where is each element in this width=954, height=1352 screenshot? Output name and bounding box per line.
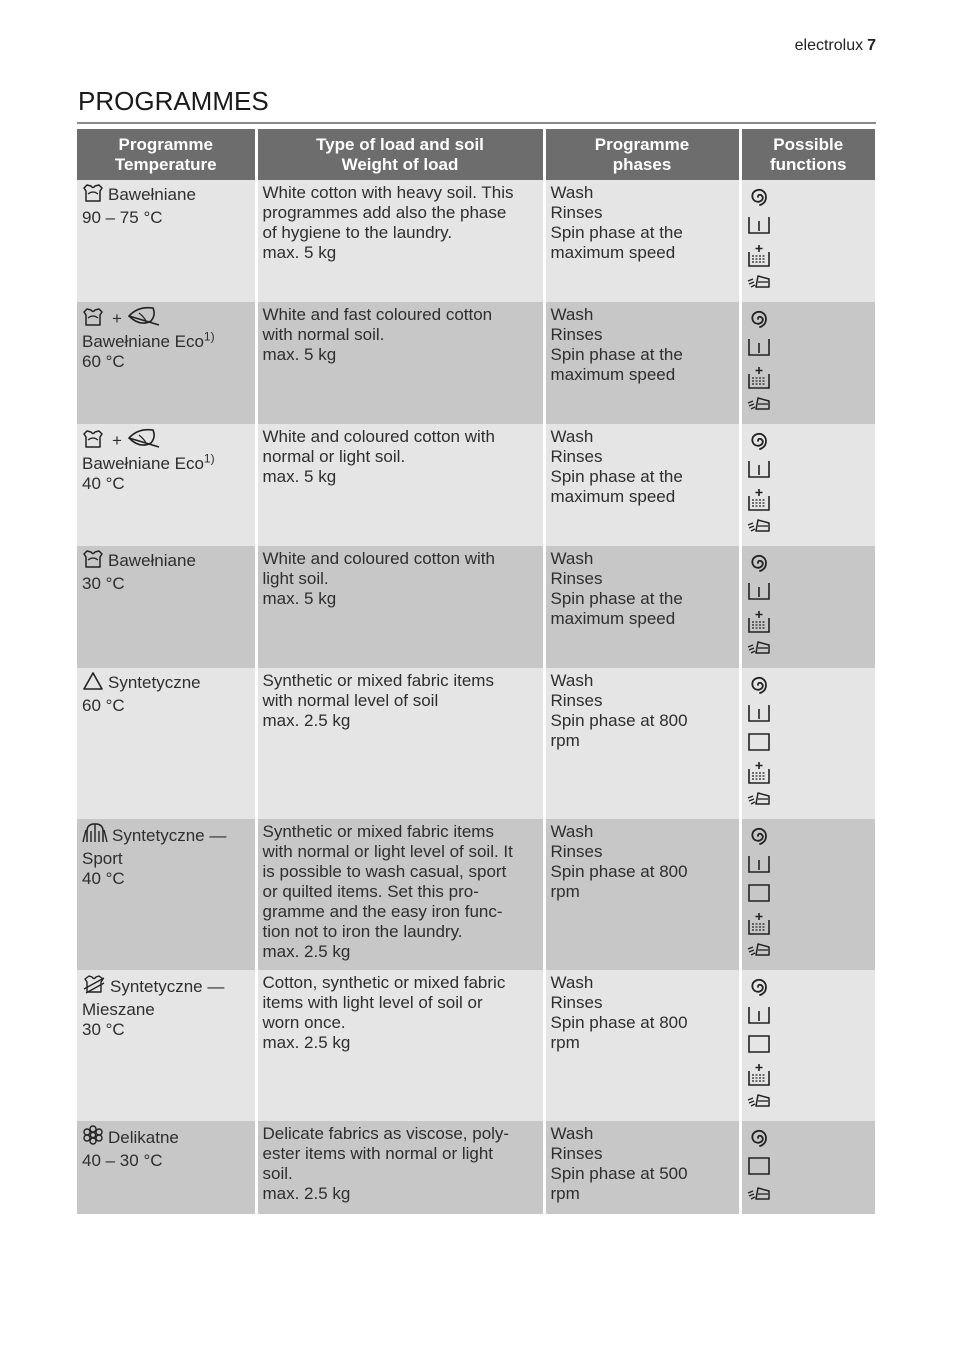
table-row <box>77 970 875 1121</box>
phases-cell <box>544 668 740 819</box>
phase-line: Rinses <box>550 447 603 466</box>
functions-cell <box>740 819 875 970</box>
programme-name-text <box>82 329 251 352</box>
load-cell <box>256 424 544 546</box>
functions-list <box>747 671 872 819</box>
load-line: Synthetic or mixed fabric items <box>262 671 494 690</box>
phase-line: Spin phase at the <box>550 223 683 242</box>
load-cell <box>256 302 544 424</box>
functions-list <box>747 973 872 1121</box>
programme-temperature: 30 °C <box>82 1020 125 1039</box>
programme-name-text: Syntetyczne — <box>110 977 225 996</box>
header-phases-line-1: Programme <box>594 134 690 154</box>
phase-line: rpm <box>550 731 580 750</box>
functions-list <box>747 427 872 546</box>
load-line: max. 5 kg <box>262 243 337 262</box>
programme-name-text: Bawełniane <box>108 551 196 570</box>
programme-name-line: Bawełniane Eco <box>82 454 204 473</box>
section-title: PROGRAMMES <box>78 86 269 116</box>
easy-iron-icon <box>747 732 872 761</box>
table-row <box>77 1121 875 1214</box>
rinse-hold-icon <box>747 581 872 610</box>
table-row <box>77 668 875 819</box>
phases-cell <box>544 546 740 668</box>
synthetics-icon <box>82 671 104 696</box>
brand-name: electrolux <box>794 37 864 54</box>
phase-line: Rinses <box>550 325 603 344</box>
delay-start-icon <box>747 1092 872 1121</box>
header-load-line-2: Weight of load <box>341 154 459 174</box>
page-number: 7 <box>867 37 876 54</box>
programme-cell <box>77 424 256 546</box>
functions-cell <box>740 302 875 424</box>
functions-cell <box>740 424 875 546</box>
load-line: max. 5 kg <box>262 589 337 608</box>
programme-name-text <box>82 849 251 869</box>
programme-name <box>82 973 251 1020</box>
load-line: soil. <box>262 1164 293 1183</box>
load-line: Cotton, synthetic or mixed fabric <box>262 973 506 992</box>
phases-cell <box>544 819 740 970</box>
extra-rinse-icon <box>747 488 872 517</box>
load-line: worn once. <box>262 1013 346 1032</box>
page-header <box>795 37 876 55</box>
load-cell <box>256 970 544 1121</box>
delicates-flower-icon <box>82 1124 104 1151</box>
functions-list <box>747 549 872 668</box>
load-line: max. 5 kg <box>262 467 337 486</box>
programme-name-text: Delikatne <box>108 1128 179 1147</box>
programme-name <box>82 822 251 869</box>
phase-line: Spin phase at 800 <box>550 711 688 730</box>
extra-rinse-icon <box>747 610 872 639</box>
sportswear-icon <box>82 822 108 849</box>
cotton-icon <box>82 307 104 332</box>
phase-line: Wash <box>550 822 594 841</box>
footnote-marker: 1) <box>203 451 215 466</box>
rinse-hold-icon <box>747 854 872 883</box>
spin-reduction-icon <box>747 430 872 459</box>
extra-rinse-icon <box>747 366 872 395</box>
easy-iron-icon <box>747 883 872 912</box>
table-row <box>77 424 875 546</box>
load-line: max. 2.5 kg <box>262 711 351 730</box>
delay-start-icon <box>747 517 872 546</box>
phases-cell <box>544 970 740 1121</box>
phase-line: maximum speed <box>550 609 676 628</box>
phase-line: Wash <box>550 973 594 992</box>
table-row <box>77 546 875 668</box>
rinse-hold-icon <box>747 337 872 366</box>
phase-line: Wash <box>550 183 594 202</box>
programme-temperature: 30 °C <box>82 574 125 593</box>
functions-cell <box>740 546 875 668</box>
phase-line: Rinses <box>550 842 603 861</box>
load-cell <box>256 546 544 668</box>
header-functions-line-2: functions <box>770 154 847 174</box>
programme-name-line: Sport <box>82 849 123 868</box>
functions-cell <box>740 180 875 302</box>
programme-name-line: Bawełniane Eco <box>82 332 204 351</box>
mixed-icon <box>82 973 106 1000</box>
programme-cell <box>77 819 256 970</box>
programme-name <box>82 305 251 352</box>
programme-cell <box>77 1121 256 1214</box>
phase-line: Wash <box>550 671 594 690</box>
header-programme <box>77 129 256 180</box>
load-line: items with light level of soil or <box>262 993 483 1012</box>
phase-line: Rinses <box>550 993 603 1012</box>
phase-line: Spin phase at 800 <box>550 862 688 881</box>
delay-start-icon <box>747 1185 872 1214</box>
programme-temperature: 60 °C <box>82 352 125 371</box>
phase-line: Rinses <box>550 691 603 710</box>
extra-rinse-icon <box>747 244 872 273</box>
load-line: with normal soil. <box>262 325 385 344</box>
functions-list <box>747 822 872 970</box>
load-line: White and coloured cotton with <box>262 427 495 446</box>
load-line: White and fast coloured cotton <box>262 305 493 324</box>
delay-start-icon <box>747 395 872 424</box>
functions-cell <box>740 668 875 819</box>
cotton-icon <box>82 429 104 454</box>
header-functions <box>740 129 875 180</box>
phase-line: rpm <box>550 1184 580 1203</box>
programme-temperature: 90 – 75 °C <box>82 208 163 227</box>
phase-line: Spin phase at 500 <box>550 1164 688 1183</box>
rinse-hold-icon <box>747 1005 872 1034</box>
phase-line: Spin phase at the <box>550 467 683 486</box>
plus-sign: + <box>112 309 122 328</box>
spin-reduction-icon <box>747 186 872 215</box>
phase-line: Rinses <box>550 203 603 222</box>
phases-cell <box>544 1121 740 1214</box>
programme-cell <box>77 302 256 424</box>
programme-cell <box>77 180 256 302</box>
programme-name-text: Syntetyczne — <box>112 826 227 845</box>
header-programme-line-2: Temperature <box>114 154 217 174</box>
footnote-marker: 1) <box>203 329 215 344</box>
programme-cell <box>77 546 256 668</box>
programme-temperature: 40 – 30 °C <box>82 1151 163 1170</box>
load-line: max. 5 kg <box>262 345 337 364</box>
header-phases <box>544 129 740 180</box>
table-header-row <box>77 129 875 180</box>
phase-line: rpm <box>550 1033 580 1052</box>
spin-reduction-icon <box>747 308 872 337</box>
programme-temperature: 40 °C <box>82 869 125 888</box>
load-line: Delicate fabrics as viscose, poly- <box>262 1124 510 1143</box>
load-line: ester items with normal or light <box>262 1144 494 1163</box>
phases-cell <box>544 424 740 546</box>
rinse-hold-icon <box>747 459 872 488</box>
phase-line: Rinses <box>550 569 603 588</box>
header-load-line-1: Type of load and soil <box>316 134 484 154</box>
delay-start-icon <box>747 790 872 819</box>
load-line: normal or light soil. <box>262 447 406 466</box>
header-load <box>256 129 544 180</box>
spin-reduction-icon <box>747 552 872 581</box>
phase-line: Wash <box>550 427 594 446</box>
extra-rinse-icon <box>747 912 872 941</box>
load-line: gramme and the easy iron func- <box>262 902 503 921</box>
load-line: of hygiene to the laundry. <box>262 223 453 242</box>
programme-name-text <box>82 451 251 474</box>
easy-iron-icon <box>747 1034 872 1063</box>
spin-reduction-icon <box>747 976 872 1005</box>
functions-list <box>747 305 872 424</box>
load-cell <box>256 1121 544 1214</box>
phase-line: maximum speed <box>550 487 676 506</box>
programme-temperature: 40 °C <box>82 474 125 493</box>
table-row <box>77 180 875 302</box>
delay-start-icon <box>747 639 872 668</box>
eco-leaf-icon <box>126 427 164 454</box>
phase-line: Spin phase at the <box>550 345 683 364</box>
load-line: or quilted items. Set this pro- <box>262 882 479 901</box>
programmes-table <box>77 129 875 1214</box>
spin-reduction-icon <box>747 825 872 854</box>
load-line: max. 2.5 kg <box>262 1184 351 1203</box>
functions-list <box>747 1124 872 1214</box>
phase-line: Spin phase at the <box>550 589 683 608</box>
programme-name-text <box>82 1000 251 1020</box>
programme-name-text: Syntetyczne <box>108 673 201 692</box>
header-functions-line-1: Possible <box>773 134 844 154</box>
programme-cell <box>77 970 256 1121</box>
header-phases-line-2: phases <box>612 154 672 174</box>
plus-sign: + <box>112 431 122 450</box>
load-line: White cotton with heavy soil. This <box>262 183 514 202</box>
programme-name <box>82 549 251 574</box>
easy-iron-icon <box>747 1156 872 1185</box>
cotton-icon <box>82 549 104 574</box>
phase-line: rpm <box>550 882 580 901</box>
programme-name <box>82 671 251 696</box>
programme-cell <box>77 668 256 819</box>
spin-reduction-icon <box>747 1127 872 1156</box>
load-line: White and coloured cotton with <box>262 549 495 568</box>
phase-line: Wash <box>550 305 594 324</box>
title-rule <box>77 122 876 124</box>
extra-rinse-icon <box>747 761 872 790</box>
extra-rinse-icon <box>747 1063 872 1092</box>
rinse-hold-icon <box>747 215 872 244</box>
load-line: max. 2.5 kg <box>262 1033 351 1052</box>
phase-line: maximum speed <box>550 243 676 262</box>
programme-temperature: 60 °C <box>82 696 125 715</box>
phase-line: Rinses <box>550 1144 603 1163</box>
load-line: with normal or light level of soil. It <box>262 842 513 861</box>
rinse-hold-icon <box>747 703 872 732</box>
delay-start-icon <box>747 273 872 302</box>
functions-cell <box>740 970 875 1121</box>
programme-name <box>82 427 251 474</box>
phases-cell <box>544 302 740 424</box>
load-line: programmes add also the phase <box>262 203 507 222</box>
cotton-icon <box>82 183 104 208</box>
phases-cell <box>544 180 740 302</box>
phase-line: maximum speed <box>550 365 676 384</box>
eco-leaf-icon <box>126 305 164 332</box>
programme-name-line: Mieszane <box>82 1000 155 1019</box>
load-line: light soil. <box>262 569 329 588</box>
programme-name <box>82 183 251 208</box>
programme-name-text: Bawełniane <box>108 185 196 204</box>
load-line: max. 2.5 kg <box>262 942 351 961</box>
phase-line: Spin phase at 800 <box>550 1013 688 1032</box>
load-cell <box>256 819 544 970</box>
delay-start-icon <box>747 941 872 970</box>
functions-list <box>747 183 872 302</box>
table-row <box>77 819 875 970</box>
phase-line: Wash <box>550 549 594 568</box>
load-line: Synthetic or mixed fabric items <box>262 822 494 841</box>
load-cell <box>256 180 544 302</box>
phase-line: Wash <box>550 1124 594 1143</box>
load-cell <box>256 668 544 819</box>
spin-reduction-icon <box>747 674 872 703</box>
load-line: is possible to wash casual, sport <box>262 862 507 881</box>
load-line: tion not to iron the laundry. <box>262 922 463 941</box>
functions-cell <box>740 1121 875 1214</box>
programme-name <box>82 1124 251 1151</box>
table-row <box>77 302 875 424</box>
load-line: with normal level of soil <box>262 691 439 710</box>
header-programme-line-1: Programme <box>118 134 213 154</box>
